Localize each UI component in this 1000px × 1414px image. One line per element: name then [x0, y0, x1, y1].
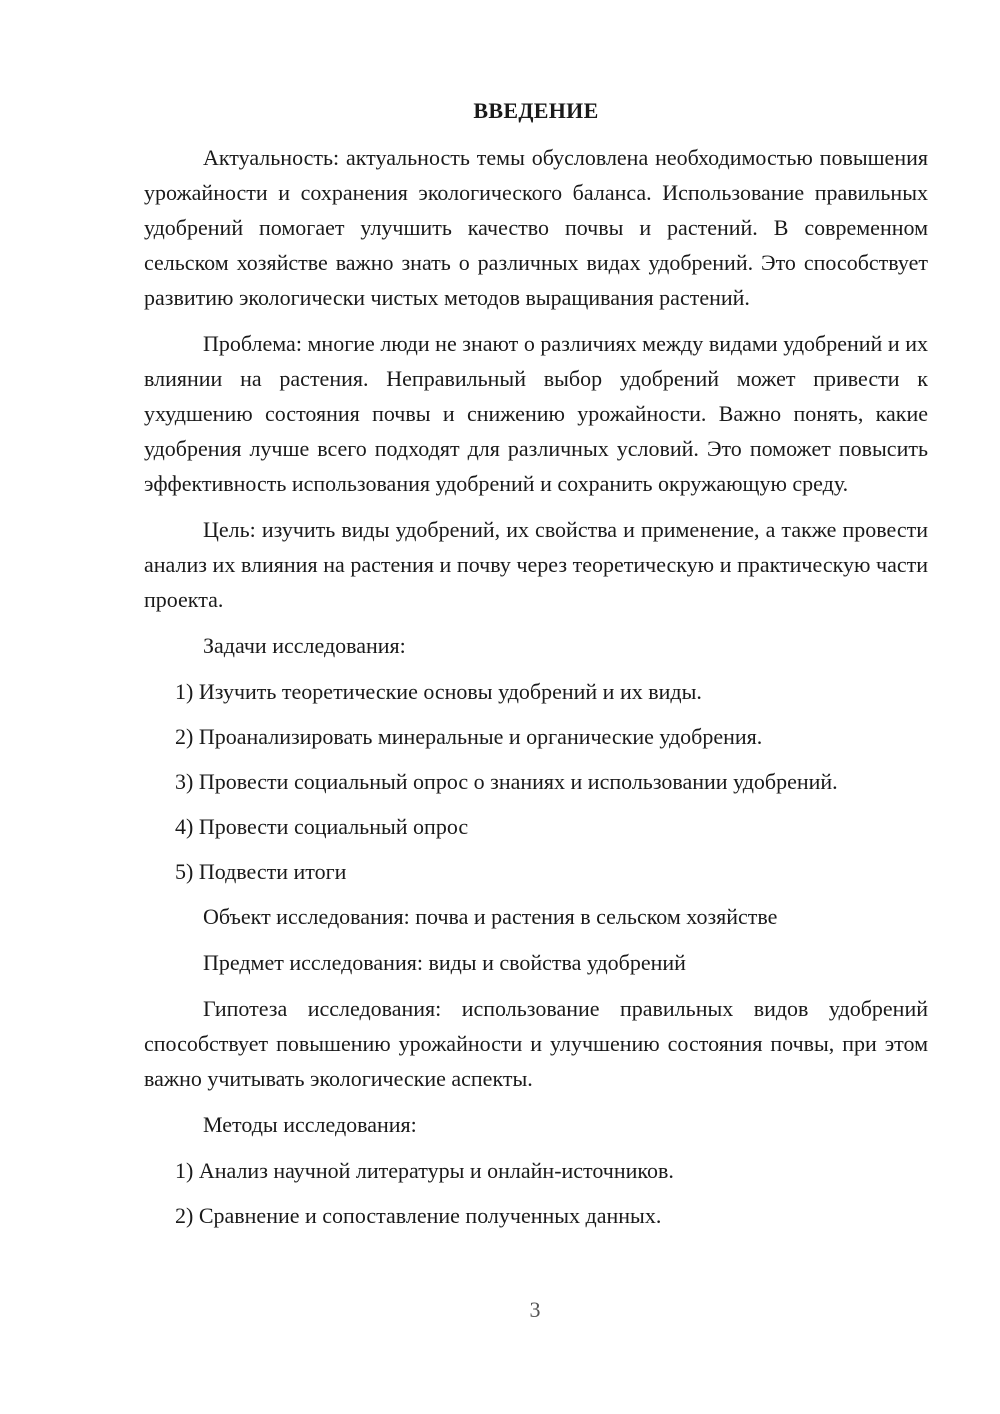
task-item-5: 5) Подвести итоги	[175, 859, 347, 884]
method-item-2: 2) Сравнение и сопоставление полученных данных.	[175, 1203, 662, 1228]
relevance-paragraph: Актуальность: актуальность темы обусловлена необходимостью повышения урожайности и сохранения экологического баланса. Использование правильных удобрений помогает улучшить качество почвы и растений. В современном сельском хозяйстве важно знать о различных видах удобрений. Это способствует развитию экологически чистых методов выращивания растений.	[144, 145, 928, 310]
task-item-3: 3) Провести социальный опрос о знаниях и использовании удобрений.	[175, 769, 838, 794]
task-item-1: 1) Изучить теоретические основы удобрений и их виды.	[175, 679, 702, 704]
section-title: ВВЕДЕНИЕ	[473, 98, 599, 123]
task-item-2: 2) Проанализировать минеральные и органические удобрения.	[175, 724, 763, 749]
page-number: 3	[529, 1297, 541, 1322]
task-item-4: 4) Провести социальный опрос	[175, 814, 469, 839]
problem-paragraph: Проблема: многие люди не знают о различиях между видами удобрений и их влиянии на растения. Неправильный выбор удобрений может привести к ухудшению состояния почвы и снижению урожайности. Важно понять, какие удобрения лучше всего подходят для различных условий. Это поможет повысить эффективность использования удобрений и сохранить окружающую среду.	[144, 331, 928, 496]
methods-heading: Методы исследования:	[203, 1112, 417, 1137]
method-item-1: 1) Анализ научной литературы и онлайн-источников.	[175, 1158, 674, 1183]
page-content	[144, 93, 928, 1243]
goal-paragraph: Цель: изучить виды удобрений, их свойства и применение, а также провести анализ их влияния на растения и почву через теоретическую и практическую части проекта.	[144, 517, 928, 612]
tasks-heading: Задачи исследования:	[203, 633, 406, 658]
research-object: Объект исследования: почва и растения в сельском хозяйстве	[203, 904, 778, 929]
hypothesis-paragraph: Гипотеза исследования: использование правильных видов удобрений способствует повышению урожайности и улучшению состояния почвы, при этом важно учитывать экологические аспекты.	[144, 996, 928, 1091]
research-subject: Предмет исследования: виды и свойства удобрений	[203, 950, 686, 975]
